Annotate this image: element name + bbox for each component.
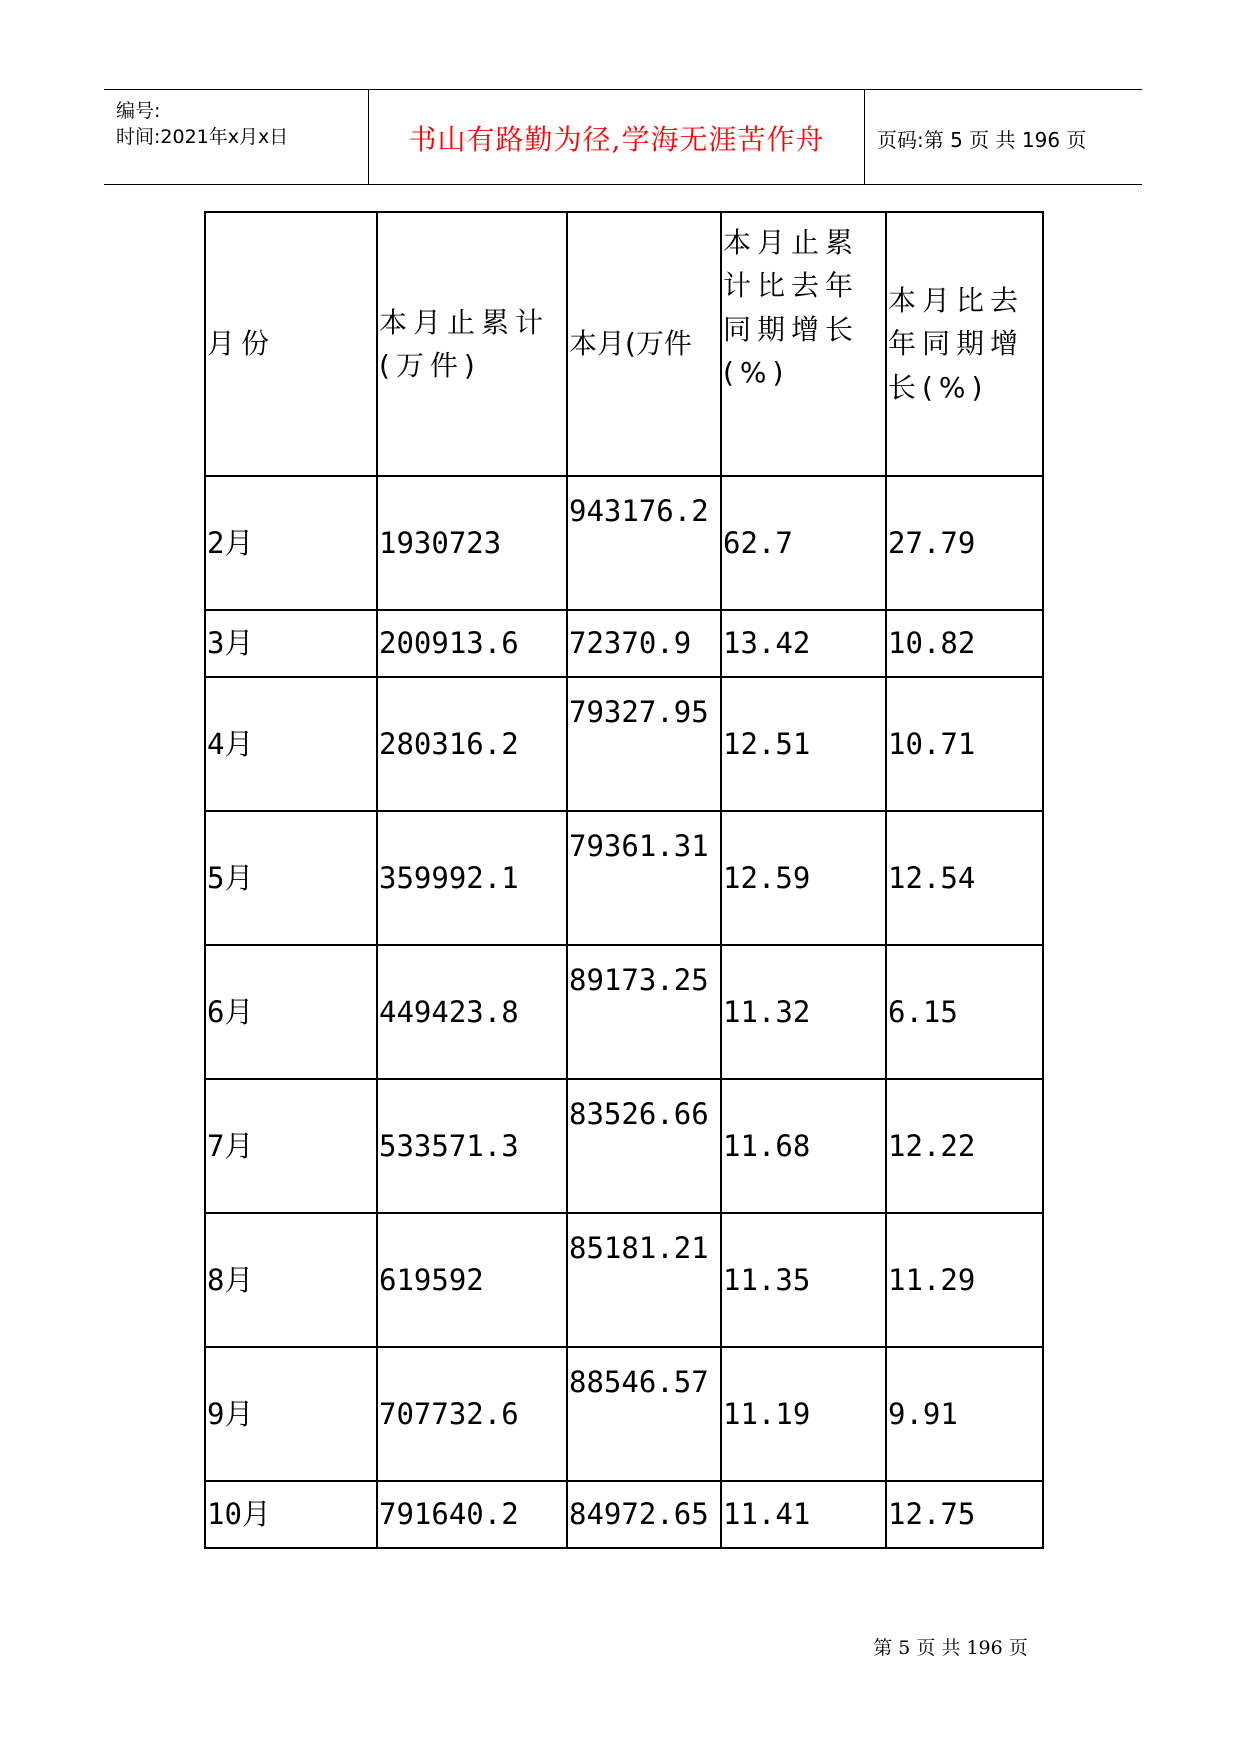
- page-header: [104, 89, 1142, 185]
- header-monthly-growth: 本月比去年同期增长(%): [886, 212, 1043, 476]
- cell-monthly-growth: 27.79: [886, 476, 1043, 610]
- cell-cumulative: 280316.2: [377, 677, 567, 811]
- cell-cumulative-growth: 11.68: [721, 1079, 886, 1213]
- cell-monthly-growth: 12.75: [886, 1481, 1043, 1548]
- cell-cumulative-growth: 11.41: [721, 1481, 886, 1548]
- cell-monthly: 79361.31: [567, 811, 721, 945]
- cell-cumulative: 791640.2: [377, 1481, 567, 1548]
- cell-cumulative: 707732.6: [377, 1347, 567, 1481]
- cell-cumulative-growth: 62.7: [721, 476, 886, 610]
- cell-cumulative: 359992.1: [377, 811, 567, 945]
- cell-month: 2月: [205, 476, 377, 610]
- cell-month: 7月: [205, 1079, 377, 1213]
- cell-monthly: 72370.9: [567, 610, 721, 677]
- cell-monthly: 89173.25: [567, 945, 721, 1079]
- cell-month: 8月: [205, 1213, 377, 1347]
- motto-text: 书山有路勤为径,学海无涯苦作舟: [408, 123, 825, 156]
- cell-cumulative: 200913.6: [377, 610, 567, 677]
- cell-monthly: 88546.57: [567, 1347, 721, 1481]
- table-row: [205, 811, 1043, 945]
- cell-monthly: 85181.21: [567, 1213, 721, 1347]
- data-table: [204, 211, 1044, 1549]
- table-row: [205, 1481, 1043, 1548]
- table-row: [205, 610, 1043, 677]
- header-monthly: 本月(万件: [567, 212, 721, 476]
- header-month: 月份: [205, 212, 377, 476]
- cell-cumulative-growth: 13.42: [721, 610, 886, 677]
- table-row: [205, 945, 1043, 1079]
- cell-monthly-growth: 10.82: [886, 610, 1043, 677]
- table-row: [205, 677, 1043, 811]
- cell-monthly: 79327.95: [567, 677, 721, 811]
- cell-month: 9月: [205, 1347, 377, 1481]
- table-row: [205, 1079, 1043, 1213]
- cell-month: 5月: [205, 811, 377, 945]
- table-row: [205, 476, 1043, 610]
- cell-month: 4月: [205, 677, 377, 811]
- cell-monthly-growth: 11.29: [886, 1213, 1043, 1347]
- table-row: [205, 1347, 1043, 1481]
- cell-monthly: 84972.65: [567, 1481, 721, 1548]
- header-cumulative: 本月止累计(万件): [377, 212, 567, 476]
- header-page-cell: [865, 90, 1142, 184]
- cell-monthly-growth: 12.22: [886, 1079, 1043, 1213]
- header-motto-cell: [369, 90, 865, 184]
- cell-monthly-growth: 6.15: [886, 945, 1043, 1079]
- table-row: [205, 1213, 1043, 1347]
- cell-monthly-growth: 12.54: [886, 811, 1043, 945]
- document-time-label: 时间:2021年x月x日: [116, 126, 289, 148]
- cell-cumulative: 619592: [377, 1213, 567, 1347]
- cell-cumulative-growth: 12.59: [721, 811, 886, 945]
- cell-cumulative: 533571.3: [377, 1079, 567, 1213]
- cell-cumulative-growth: 11.19: [721, 1347, 886, 1481]
- cell-month: 10月: [205, 1481, 377, 1548]
- page-number-info: 页码:第 5 页 共 196 页: [877, 128, 1087, 152]
- cell-cumulative: 1930723: [377, 476, 567, 610]
- cell-monthly: 83526.66: [567, 1079, 721, 1213]
- cell-monthly: 943176.2: [567, 476, 721, 610]
- cell-month: 3月: [205, 610, 377, 677]
- cell-cumulative-growth: 11.32: [721, 945, 886, 1079]
- cell-cumulative: 449423.8: [377, 945, 567, 1079]
- header-meta: [104, 90, 369, 184]
- document-number-label: 编号:: [116, 100, 161, 122]
- cell-monthly-growth: 10.71: [886, 677, 1043, 811]
- table-header-row: [205, 212, 1043, 476]
- cell-cumulative-growth: 11.35: [721, 1213, 886, 1347]
- cell-month: 6月: [205, 945, 377, 1079]
- cell-monthly-growth: 9.91: [886, 1347, 1043, 1481]
- header-cumulative-growth: 本月止累计比去年同期增长(%): [721, 212, 886, 476]
- page-footer: 第 5 页 共 196 页: [873, 1637, 1028, 1659]
- cell-cumulative-growth: 12.51: [721, 677, 886, 811]
